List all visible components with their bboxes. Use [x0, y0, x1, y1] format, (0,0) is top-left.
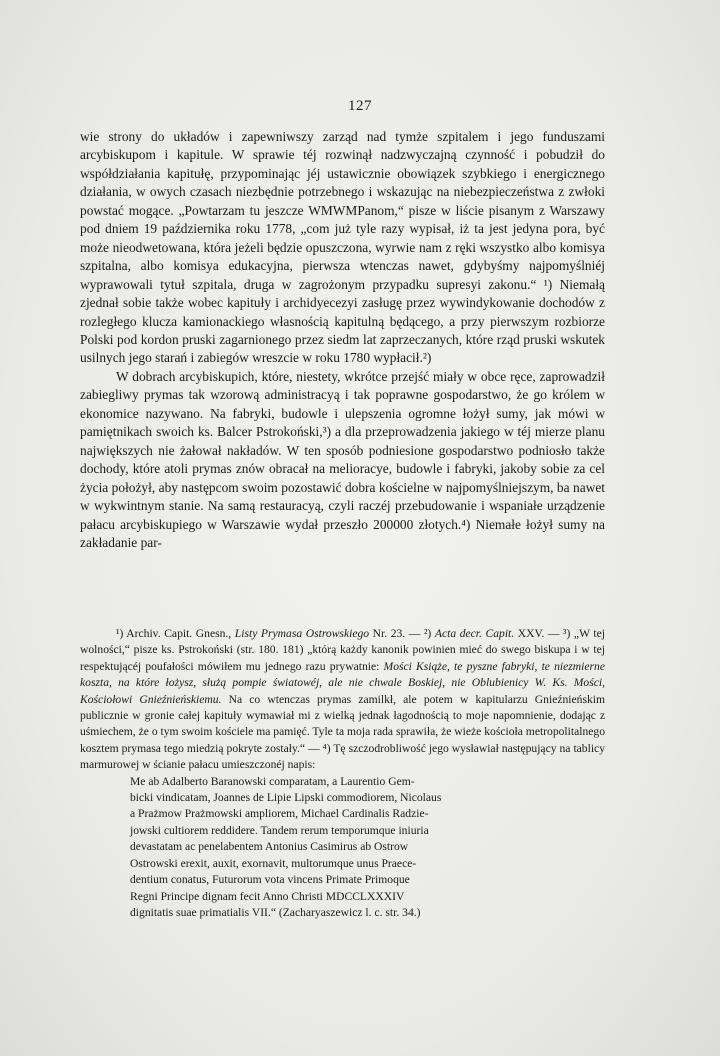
- inscription-line: bicki vindicatam, Joannes de Lipie Lipski commodiorem, Nicolaus: [130, 791, 442, 805]
- footnote-1-title: Listy Prymasa Ostrowskiego: [234, 627, 370, 640]
- inscription-line: a Prażmow Prażmowski ampliorem, Michael Cardinalis Radzie-: [130, 807, 429, 821]
- footnote-3-quote: Mości Książe, te pyszne fabryki, te niezmierne koszta, na które łożysz, służą pompie światowéj, ale nie chwale Boskiej, nie Oblubienicy W. Ks. Mości, Kościołowi Gnieźnieńskiemu.: [80, 659, 605, 706]
- main-text: [80, 128, 605, 552]
- inscription-line: Me ab Adalberto Baranowski comparatam, a Laurentio Gem-: [130, 774, 415, 788]
- footnotes: [80, 626, 605, 921]
- footnote-1-rest: Nr. 23. — ²): [369, 627, 435, 640]
- footnote-2-rest: XXV. — ³) „W tej wolności,“ pisze ks. Pstrokoński (str. 180. 181) „którą każdy kanonik powinien mieć do swego biskupa i w tej respektującéj poufałości mówiłem mu jednego razu prywatnie:: [80, 627, 605, 673]
- paragraph: wie strony do układów i zapewniwszy zarząd nad tymże szpitalem i jego funduszami arcybiskupom i kapitule. W sprawie téj rozwinął nadzwyczajną czynność i pobudził do współdziałania kapitułę, przypominając jéj ustawicznie obowiązek szybkiego i energicznego działania, w owych czasach niezbędnie potrzebnego i wskazując na niebezpieczeństwa z zwłoki powstać mogące. „Powtarzam tu jeszcze WMWMPanom,“ pisze w liście pisanym z Warszawy pod dniem 19 października roku 1778, „com już tyle razy wypisał, iż ta jest jedyna pora, być może nieodwetowana, która jeżeli będzie opuszczona, wyrwie nam z ręki wszystko albo komisya szpitalna, albo komisya edukacyjna, pierwsza wtenczas nawet, gdybyśmy najpomyślniéj wyprawowali tytuł szpitala, druga w zagrożonym przypadku supresyi zakonu.“ ¹) Niemałą zjednał sobie także wobec kapituły i archidyecezyi zasługę przez wywindykowanie dochodów z rozległego klucza kamionackiego własnością kapitulną będącego, a przy pierwszym rozbiorze Polski pod kordon pruski zagarnionego przez siedm lat zaprzeczanych, które rząd pruski wskutek usilnych jego starań i zabiegów wreszcie w roku 1780 wypłacił.²): [80, 129, 605, 366]
- inscription-line: Ostrowski erexit, auxit, exornavit, multorumque unus Praece-: [130, 856, 417, 870]
- footnote-3-rest: Na co wtenczas prymas zamilkł, ale potem w kapitularzu Gnieźnieńskim publicznie w gronie całej kapituły wymawiał mi z wielką jednak łagodnością to moje napomnienie, dodając z uśmiechem, że o tym swoim kościele ma pamięć. Tyle ta moja rada sprawiła, że wieże kościoła metropolitalnego kosztem prymasa tego miedzią pokryte zostały.“ — ⁴) Tę szczodrobliwość jego wysławiał następujący na tablicy marmurowej w ścianie pałacu umieszczonéj napis:: [80, 692, 606, 772]
- paragraph: W dobrach arcybiskupich, które, niestety, wkrótce przejść miały w obce ręce, zaprowadził zabiegliwy prymas tak wzorową administracyą i tak poprawne gospodarstwo, że go królem w ekonomice nazywano. Na fabryki, budowle i ulepszenia ogromne łożył sumy, jak mówi w pamiętnikach swoich ks. Balcer Pstrokoński,³) a dla przeprowadzenia jakiego w téj mierze planu największych nie żałował nakładów. W ten sposób podniesione gospodarstwo podniosło także dochody, które atoli prymas znów obracał na melioracye, budowle i fabryki, jakoby sobie za cel życia położył, aby następcom swoim pozostawić dobra kościelne w najpomyślniejszym, ba nawet w wykwintnym stanie. Na samą restauracyą, czyli raczéj przebudowanie i wspaniałe urządzenie pałacu arcybiskupiego w Warszawie wydał przeszło 200000 złotych.⁴) Niemałe łożył sumy na zakładanie par-: [80, 368, 605, 550]
- footnote-2-title: Acta decr. Capit.: [434, 627, 515, 640]
- footnote-block: [80, 626, 605, 774]
- page-number: 127: [348, 98, 372, 114]
- inscription-line: jowski cultiorem reddidere. Tandem rerum temporumque iniuria: [130, 823, 429, 837]
- inscription-line: Regni Principe dignam fecit Anno Christi MDCCLXXXIV: [130, 889, 405, 903]
- inscription-line: dentium conatus, Futurorum vota vincens Primate Primoque: [130, 873, 410, 887]
- inscription-line: dignitatis suae primatialis VII.“ (Zacharyaszewicz l. c. str. 34.): [130, 905, 421, 919]
- latin-inscription: [130, 774, 595, 922]
- footnote-1: ¹) Archiv. Capit. Gnesn.,: [116, 627, 235, 640]
- inscription-line: devastatam ac penelabentem Antonius Casimirus ab Ostrow: [130, 840, 409, 854]
